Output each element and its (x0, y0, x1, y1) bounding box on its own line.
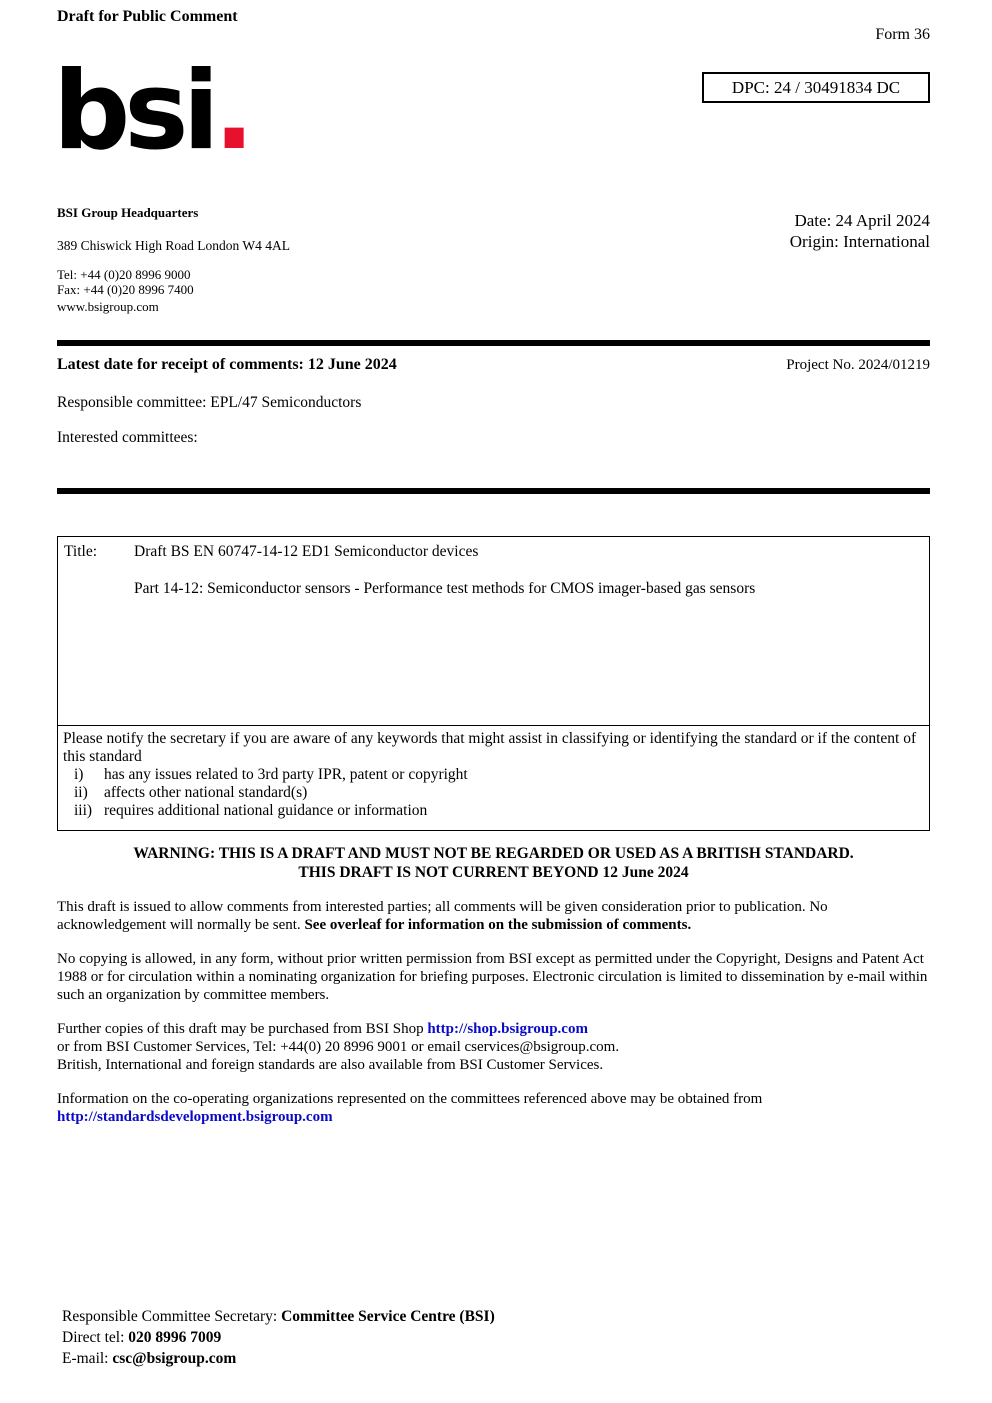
divider-bottom (57, 488, 930, 494)
paragraph-draft-issued (57, 898, 930, 934)
footer-secretary-value: Committee Service Centre (BSI) (281, 1308, 495, 1325)
keywords-cell (58, 725, 929, 830)
paragraph-draft-issued-text: This draft is issued to allow comments from interested parties; all comments will be given consideration prior to publication. No acknowledgement will normally be sent. (57, 899, 828, 933)
further-copies-line1 (57, 1020, 930, 1038)
bsi-logo-dot: . (213, 49, 249, 174)
footer-contact-block (62, 1306, 495, 1369)
footer-secretary-label: Responsible Committee Secretary: (62, 1308, 282, 1325)
standard-title-line1: Draft BS EN 60747-14-12 ED1 Semiconductor devices (134, 543, 479, 560)
footer-secretary-line (62, 1306, 495, 1327)
footer-email-line (62, 1348, 495, 1369)
form-number: Form 36 (875, 26, 930, 43)
keywords-item-1 (74, 766, 923, 784)
title-row (64, 543, 923, 561)
org-website: www.bsigroup.com (57, 299, 159, 314)
footer-tel-line (62, 1327, 495, 1348)
bsi-logo (53, 49, 249, 174)
comments-section (57, 346, 930, 488)
comments-deadline-row (57, 356, 930, 374)
draft-warning-line1: WARNING: THIS IS A DRAFT AND MUST NOT BE REGARDED OR USED AS A BRITISH STANDARD. (133, 845, 854, 862)
keywords-item-1-marker: i) (74, 766, 84, 783)
keywords-intro: Please notify the secretary if you are aware of any keywords that might assist in classifying or identifying the standard or if the content of this standard (63, 730, 917, 765)
keywords-item-3-marker: iii) (74, 802, 93, 819)
bsi-logo-text: bsi (53, 49, 214, 174)
paragraph-further-copies (57, 1020, 930, 1074)
cooperating-orgs-text: Information on the co-operating organizations represented on the committees referenced above may be obtained from (57, 1091, 763, 1107)
standard-title-line2: Part 14-12: Semiconductor sensors - Performance test methods for CMOS imager-based gas sensors (134, 580, 756, 597)
further-copies-line3: British, International and foreign standards are also available from BSI Customer Services. (57, 1057, 604, 1073)
project-number: Project No. 2024/01219 (786, 357, 930, 373)
org-tel: Tel: +44 (0)20 8996 9000 (57, 267, 191, 282)
title-label: Title: (64, 543, 98, 560)
paragraph-cooperating-orgs (57, 1090, 930, 1126)
keywords-item-2-text: affects other national standard(s) (104, 784, 308, 801)
keywords-item-2 (74, 784, 923, 802)
footer-email-label: E-mail: (62, 1350, 113, 1367)
bsi-shop-link[interactable]: http://shop.bsigroup.com (427, 1021, 588, 1037)
draft-comment-heading: Draft for Public Comment (57, 8, 238, 25)
standards-development-link[interactable]: http://standardsdevelopment.bsigroup.com (57, 1109, 333, 1125)
footer-tel-label: Direct tel: (62, 1329, 129, 1346)
keywords-item-3 (74, 802, 923, 820)
draft-warning-line2: THIS DRAFT IS NOT CURRENT BEYOND 12 June 2024 (298, 864, 689, 881)
latest-comments-date: Latest date for receipt of comments: 12 June 2024 (57, 356, 397, 373)
interested-committees: Interested committees: (57, 429, 198, 446)
dpc-number: DPC: 24 / 30491834 DC (731, 77, 901, 97)
org-phone-block (57, 267, 194, 297)
org-name: BSI Group Headquarters (57, 205, 199, 220)
keywords-item-2-marker: ii) (74, 784, 88, 801)
date-origin-block (790, 210, 930, 252)
title-cell (58, 537, 929, 725)
footer-email-value: csc@bsigroup.com (112, 1350, 237, 1367)
title-box (57, 536, 930, 831)
org-fax: Fax: +44 (0)20 8996 7400 (57, 282, 194, 297)
draft-warning (57, 844, 930, 882)
dpc-number-box (702, 72, 930, 103)
header-section (53, 0, 930, 340)
paragraph-no-copying: No copying is allowed, in any form, without prior written permission from BSI except as permitted under the Copyright, Designs and Patent Act 1988 or for circulation within a nominating organization for briefing purposes. Electronic circulation is limited to dissemination by e-mail within such an organization by committee members. (57, 951, 928, 1003)
further-copies-prefix: Further copies of this draft may be purchased from BSI Shop (57, 1021, 428, 1037)
keywords-item-3-text: requires additional national guidance or information (104, 802, 428, 819)
footer-tel-value: 020 8996 7009 (128, 1329, 222, 1346)
org-street-address: 389 Chiswick High Road London W4 4AL (57, 238, 290, 253)
responsible-committee: Responsible committee: EPL/47 Semiconductors (57, 394, 362, 411)
paragraph-overleaf-note: See overleaf for information on the submission of comments. (304, 917, 692, 933)
document-origin: Origin: International (789, 232, 930, 251)
document-date: Date: 24 April 2024 (794, 211, 930, 230)
keywords-item-1-text: has any issues related to 3rd party IPR, patent or copyright (104, 766, 468, 783)
further-copies-line2: or from BSI Customer Services, Tel: +44(0) 20 8996 9001 or email cservices@bsigroup.com. (57, 1039, 620, 1055)
